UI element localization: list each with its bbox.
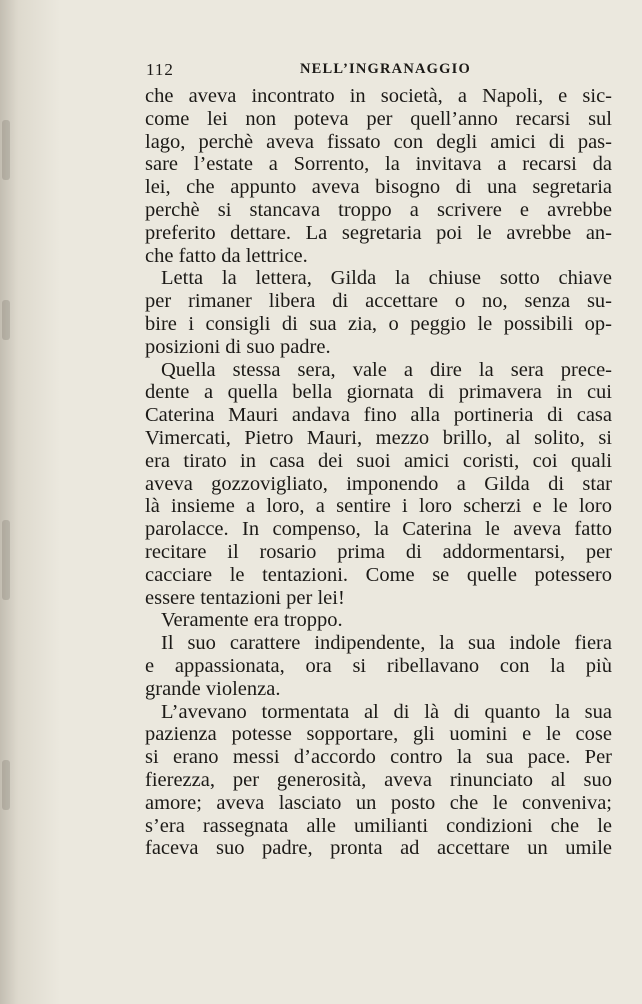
text-line: posizioni di suo padre. [145, 335, 331, 358]
text-line: s’era rassegnata alle umilianti condizioni che le [145, 814, 612, 837]
text-line: grande violenza. [145, 677, 281, 700]
text-line: fierezza, per generosità, aveva rinunciato al suo [145, 768, 612, 791]
text-line: essere tentazioni per lei! [145, 586, 345, 609]
text-line: che fatto da lettrice. [145, 244, 308, 267]
text-line: perchè si stancava troppo a scrivere e avrebbe [145, 198, 612, 221]
text-line: Vimercati, Pietro Mauri, mezzo brillo, al solito, si [145, 426, 612, 449]
text-line: si erano messi d’accordo contro la sua pace. Per [145, 746, 612, 769]
text-line: Veramente era troppo. [161, 609, 343, 632]
text-line: cacciare le tentazioni. Come se quelle potessero [145, 563, 612, 586]
text-line: pazienza potesse sopportare, gli uomini e le cose [145, 723, 612, 746]
gutter-shadow [2, 760, 10, 810]
text-line: bire i consigli di sua zia, o peggio le possibili op- [145, 312, 612, 335]
text-line: Il suo carattere indipendente, la sua indole fiera [161, 632, 612, 655]
page-number: 112 [146, 60, 174, 79]
text-line: preferito dettare. La segretaria poi le avrebbe an- [145, 221, 612, 244]
text-line: L’avevano tormentata al di là di quanto la sua [161, 700, 612, 723]
text-line: Quella stessa sera, vale a dire la sera prece- [161, 358, 612, 381]
text-line: lei, che appunto aveva bisogno di una segretaria [145, 176, 612, 199]
text-line: era tirato in casa dei suoi amici coristi, coi quali [145, 449, 612, 472]
text-line: lago, perchè aveva fissato con degli amici di pas- [145, 130, 612, 153]
text-line: che aveva incontrato in società, a Napoli, e sic- [145, 85, 612, 107]
gutter-shadow [2, 520, 10, 600]
text-line: là insieme a loro, a sentire i loro scherzi e le loro [145, 495, 612, 518]
text-line: parolacce. In compenso, la Caterina le aveva fatto [145, 518, 612, 541]
text-line: aveva gozzovigliato, imponendo a Gilda di star [145, 472, 612, 495]
gutter-shadow [2, 300, 10, 340]
text-line: per rimaner libera di accettare o no, senza su- [145, 290, 612, 313]
gutter-shadow [2, 120, 10, 180]
text-line: dente a quella bella giornata di primavera in cui [145, 381, 612, 404]
text-line: faceva suo padre, pronta ad accettare un umile [145, 837, 612, 860]
text-line: come lei non poteva per quell’anno recarsi sul [145, 107, 612, 130]
text-line: e appassionata, ora si ribellavano con la più [145, 654, 612, 677]
body-text [145, 85, 612, 860]
text-line: sare l’estate a Sorrento, la invitava a recarsi da [145, 153, 612, 176]
text-line: recitare il rosario prima di addormentarsi, per [145, 540, 612, 563]
running-title: NELL’INGRANAGGIO [300, 61, 471, 77]
text-line: Caterina Mauri andava fino alla portineria di casa [145, 404, 612, 427]
page-header [140, 60, 612, 82]
text-line: amore; aveva lasciato un posto che le conveniva; [145, 791, 612, 814]
text-line: Letta la lettera, Gilda la chiuse sotto chiave [161, 267, 612, 290]
